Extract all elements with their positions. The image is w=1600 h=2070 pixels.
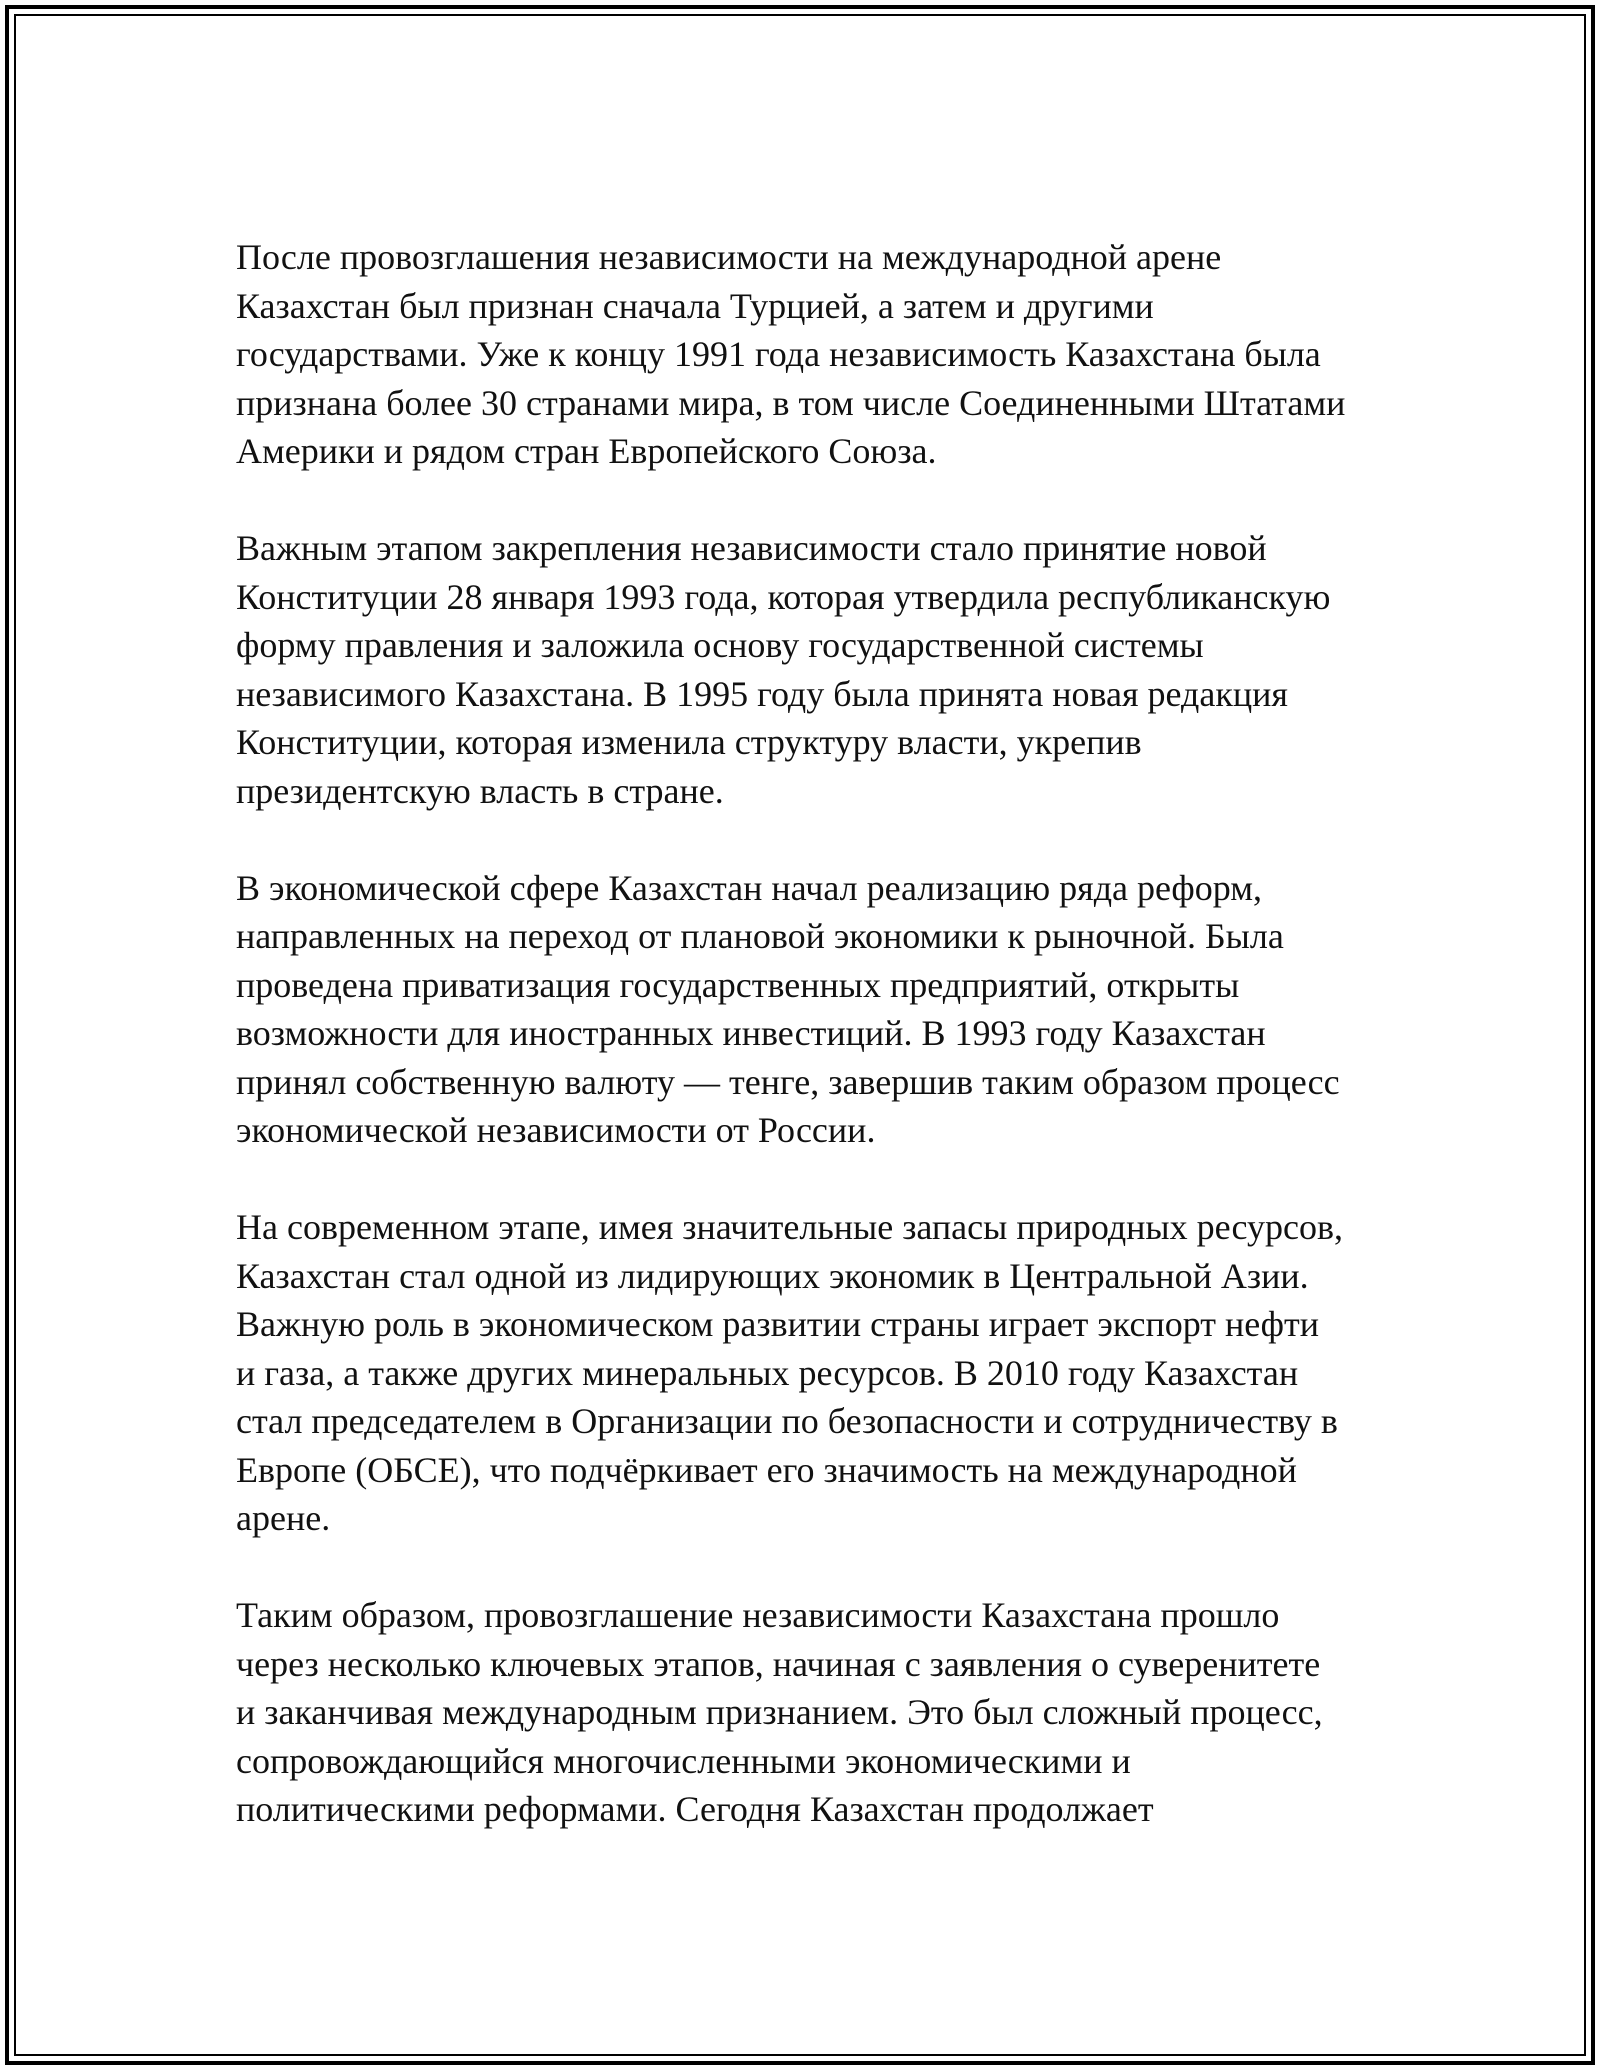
paragraph-3 [236,864,1386,1155]
text-line: Америки и рядом стран Европейского Союза. [236,431,937,471]
text-line: Казахстан был признан сначала Турцией, а затем и другими [236,285,1154,326]
text-line: сопровождающийся многочисленными экономическими и [236,1740,1131,1781]
text-line: принял собственную валюту — тенге, завершив таким образом процесс [236,1061,1340,1102]
text-line: В экономической сфере Казахстан начал реализацию ряда реформ, [236,867,1262,908]
paragraph-2 [236,524,1386,815]
text-line: признана более 30 странами мира, в том числе Соединенными Штатами [236,382,1346,423]
text-line: Таким образом, провозглашение независимости Казахстана прошло [236,1595,1280,1635]
text-line: президентскую власть в стране. [236,770,724,811]
text-line: политическими реформами. Сегодня Казахстан продолжает [236,1789,1154,1829]
text-line: Важным этапом закрепления независимости стало принятие новой [236,528,1267,568]
text-line: Конституции 28 января 1993 года, которая утвердила республиканскую [236,576,1331,617]
text-line: проведена приватизация государственных предприятий, открыты [236,964,1240,1005]
text-line: и заканчивая международным признанием. Это был сложный процесс, [236,1692,1323,1732]
text-line: форму правления и заложила основу государственной системы [236,625,1204,665]
text-line: стал председателем в Организации по безопасности и сотрудничеству в [236,1401,1338,1441]
text-line: Европе (ОБСЕ), что подчёркивает его значимость на международной [236,1449,1297,1490]
text-line: Важную роль в экономическом развитии страны играет экспорт нефти [236,1304,1319,1344]
text-line: и газа, а также других минеральных ресурсов. В 2010 году Казахстан [236,1352,1299,1393]
document-body [236,233,1386,1882]
text-line: арене. [236,1498,331,1538]
paragraph-5 [236,1591,1386,1834]
text-line: независимого Казахстана. В 1995 году была принята новая редакция [236,673,1288,714]
text-line: Конституции, которая изменила структуру власти, укрепив [236,722,1142,762]
paragraph-4 [236,1203,1386,1543]
paragraph-1 [236,233,1386,476]
text-line: экономической независимости от России. [236,1110,876,1150]
text-line: возможности для иностранных инвестиций. В 1993 году Казахстан [236,1013,1266,1053]
text-line: После провозглашения независимости на международной арене [236,237,1222,277]
text-line: Казахстан стал одной из лидирующих экономик в Центральной Азии. [236,1255,1309,1296]
text-line: государствами. Уже к концу 1991 года независимость Казахстана была [236,334,1321,374]
text-line: направленных на переход от плановой экономики к рыночной. Была [236,916,1284,956]
text-line: через несколько ключевых этапов, начиная с заявления о суверенитете [236,1643,1321,1684]
text-line: На современном этапе, имея значительные запасы природных ресурсов, [236,1207,1343,1247]
